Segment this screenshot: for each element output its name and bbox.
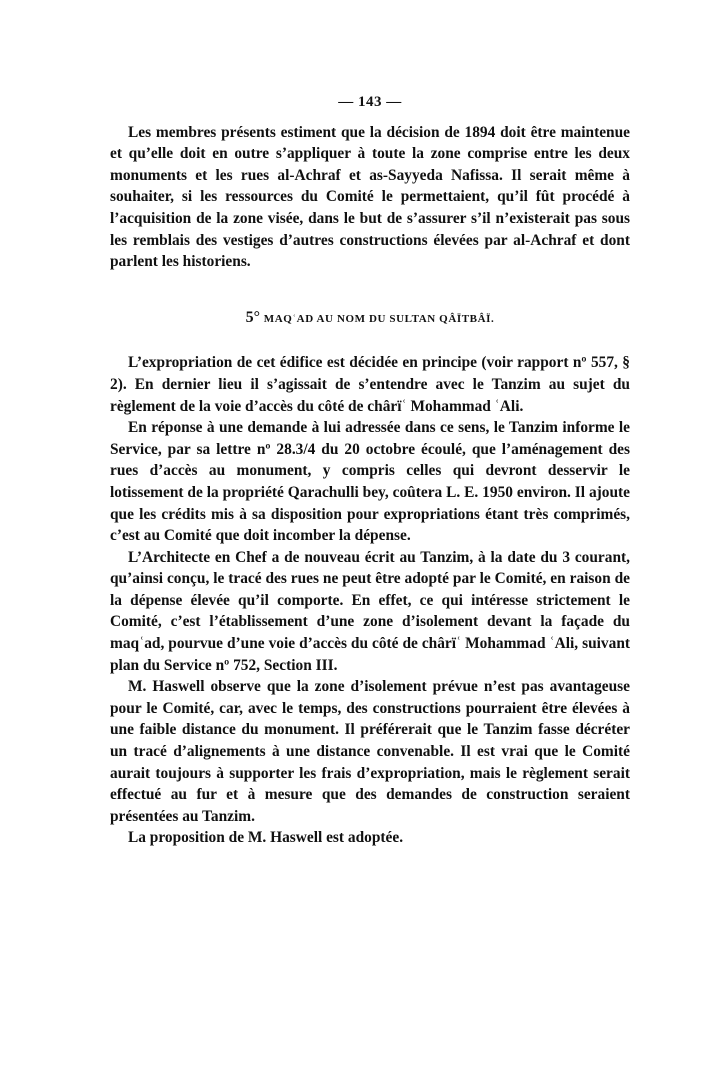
paragraph: La proposition de M. Haswell est adoptée. — [128, 829, 404, 847]
section-number: 5° — [245, 308, 260, 326]
section-title: MAQʿAD AU NOM DU SULTAN QÂÏTBÂÏ. — [263, 312, 495, 325]
paragraph: En réponse à une demande à lui adressée dans ce sens, le Tanzim informe le Service, par sa lettre nº 28.3/4 du 20 octobre écoulé, que l’aménagement des rues d’accès au monument, y compris celles qui devront desservir le lotissement de la propriété Qarachulli bey, coûtera L. E. 1950 environ. Il ajoute que les crédits mis à sa disposition pour expropriations étant très comprimés, c’est au Comité que doit incomber la dépense. — [110, 419, 630, 545]
paragraph: M. Haswell observe que la zone d’isolement prévue n’est pas avantageuse pour le Comité, car, avec le temps, des constructions pourraient être élevées à une faible distance du monument. Il préférerait que le Tanzim fasse décréter un tracé d’alignements à une distance convenable. Il est vrai que le Comité aurait toujours à supporter les frais d’expropriation, mais le règlement serait effectué au fur et à mesure que des demandes de construction seraient présentées au Tanzim. — [110, 678, 630, 825]
paragraph: L’expropriation de cet édifice est décidée en principe (voir rapport nº 557, § 2). En dernier lieu il s’agissait de s’entendre avec le Tanzim au sujet du règlement de la voie d’accès du côté de chârïʿ Mohammad ʿAli. — [110, 354, 630, 415]
paragraph: L’Architecte en Chef a de nouveau écrit au Tanzim, à la date du 3 courant, qu’ainsi conçu, le tracé des rues ne peut être adopté par le Comité, en raison de la dépense élevée qu’il comporte. En effet, ce qui intéresse strictement le Comité, c’est l’établissement d’une zone d’isolement devant la façade du maqʿad, pourvue d’une voie d’accès du côté de chârïʿ Mohammad ʿAli, suivant plan du Service nº 752, Section III. — [110, 548, 630, 674]
paragraph: Les membres présents estiment que la décision de 1894 doit être maintenue et qu’elle doit en outre s’appliquer à toute la zone comprise entre les deux monuments et les rues al-Achraf et as-Sayyeda Nafissa. Il serait même à souhaiter, si les ressources du Comité le permettaient, qu’il fût procédé à l’acquisition de la zone visée, dans le but de s’assurer s’il n’existerait pas sous les remblais des vestiges d’autres constructions élevées par al-Achraf et dont parlent les historiens. — [110, 123, 630, 271]
document-page — [110, 92, 630, 849]
section-heading — [110, 307, 630, 331]
page-number: — 143 — — [338, 94, 402, 110]
